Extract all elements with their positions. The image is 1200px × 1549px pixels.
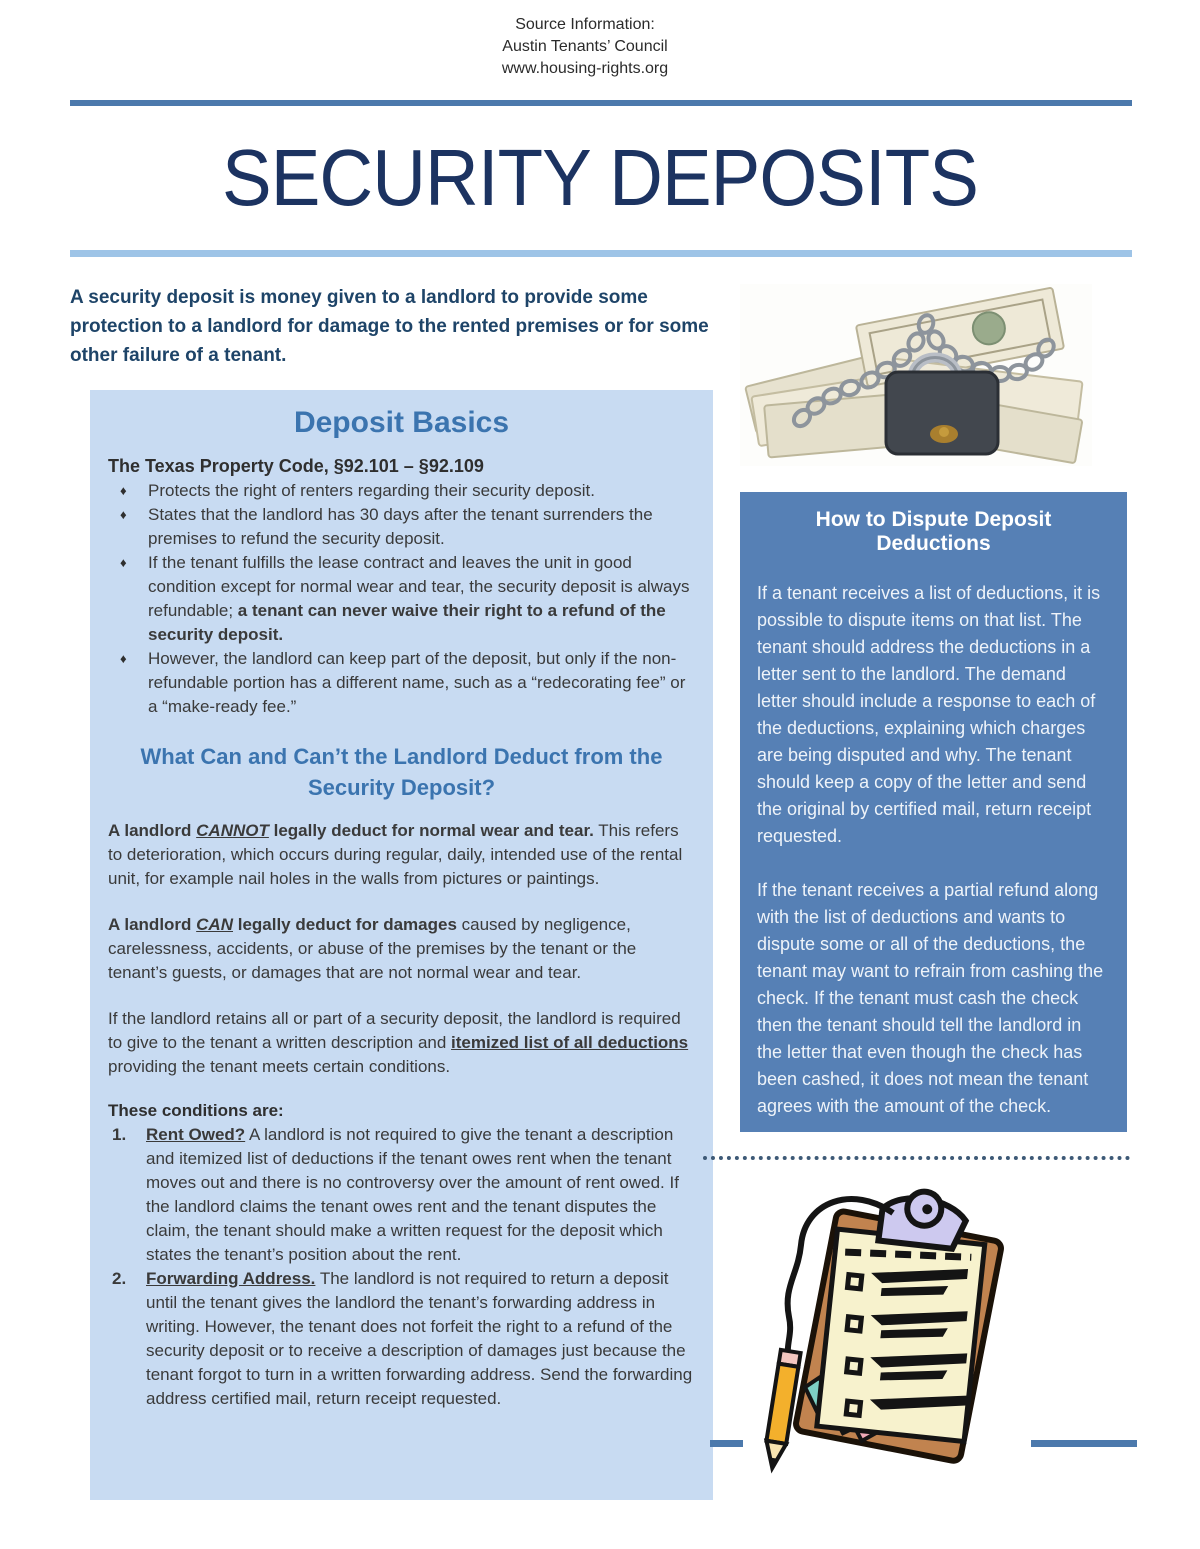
checklist-paper xyxy=(817,1229,985,1441)
can-lead: A landlord xyxy=(108,915,197,934)
can-rest: caused by negligence, carelessness, accidents, or abuse of the premises by the tenant or the tenant’s guests, or damages that are not normal wear and tear. xyxy=(108,915,637,982)
dispute-paragraph-1: If a tenant receives a list of deductions, it is possible to dispute items on that list. The tenant should address the deductions in a letter sent to the landlord. The demand letter should include a response to each of the deductions, explaining which charges are being disputed and why. The tenant should keep a copy of the letter and send the original by certified mail, return receipt requested. xyxy=(757,583,1101,846)
deposit-basics-heading: Deposit Basics xyxy=(293,406,510,439)
bullet-text-bold: a tenant can never waive their right to a refund of the security deposit. xyxy=(148,601,666,644)
condition-text: The landlord is not required to return a deposit until the tenant gives the landlord the tenant’s forwarding address in writing. However, the tenant does not forfeit the right to a refund of the security deposit or to receive a description of damages just because the tenant forgot to turn in a written forwarding address. Send the forwarding address certified mail, return receipt requested. xyxy=(146,1269,693,1408)
can-term: CAN xyxy=(196,915,233,934)
condition-number: 2. xyxy=(112,1269,127,1288)
itemized-part1: If the landlord retains all or part of a security deposit, the landlord is required to give to the tenant a written description and xyxy=(108,1009,681,1052)
itemized-part2: providing the tenant meets certain conditions. xyxy=(108,1057,451,1076)
dispute-paragraph-2: If the tenant receives a partial refund along with the list of deductions and wants to dispute some or all of the deductions, the tenant may want to refrain from cashing the check. If the tenant must cash the check then the tenant should tell the landlord in the letter that even though the check has been cashed, it does not mean the tenant agrees with the amount of the check. xyxy=(757,880,1104,1116)
bullet-text-normal: If the tenant fulfills the lease contract and leaves the unit in good condition except for normal wear and tear, the security deposit is always refundable; xyxy=(148,553,690,620)
page-title: SECURITY DEPOSITS xyxy=(222,133,978,222)
bullet-item xyxy=(108,503,695,551)
title-divider xyxy=(70,250,1132,257)
cannot-rest: This refers to deterioration, which occurs during regular, daily, intended use of the rental unit, for example nail holes in the walls from pictures or paintings. xyxy=(108,821,683,888)
dispute-box-heading: How to Dispute Deposit Deductions xyxy=(815,508,1052,555)
condition-body xyxy=(146,1267,695,1411)
deposit-basics-panel xyxy=(90,390,713,1500)
conditions-label: These conditions are: xyxy=(108,1101,284,1120)
cannot-paragraph xyxy=(108,819,695,891)
cannot-lead: A landlord xyxy=(108,821,197,840)
checklist-clipboard-image xyxy=(743,1183,1031,1479)
padlock-icon xyxy=(886,358,998,455)
itemized-underlined: itemized list of all deductions xyxy=(451,1033,689,1052)
cannot-lead2: legally deduct for normal wear and tear. xyxy=(268,821,594,840)
condition-item xyxy=(108,1267,695,1411)
condition-body xyxy=(146,1123,695,1267)
source-label: Source Information: xyxy=(515,16,655,33)
cannot-term: CANNOT xyxy=(196,821,269,840)
pencil-icon xyxy=(762,1350,800,1470)
diamond-bullet-icon: ♦ xyxy=(120,651,127,666)
org-url: www.housing-rights.org xyxy=(501,60,669,77)
condition-number: 1. xyxy=(112,1125,127,1144)
bullet-text xyxy=(148,551,695,647)
bullet-text: Protects the right of renters regarding their security deposit. xyxy=(148,481,595,500)
bullet-item xyxy=(108,479,695,503)
intro-paragraph: A security deposit is money given to a landlord to provide some protection to a landlord for damage to the rented premises or for some other failure of a tenant. xyxy=(70,287,709,366)
chained-money-photo xyxy=(740,284,1092,466)
deduct-subheading: What Can and Can’t the Landlord Deduct from the Security Deposit? xyxy=(140,744,663,800)
diamond-bullet-icon: ♦ xyxy=(120,483,127,498)
dotted-divider xyxy=(703,1156,1130,1160)
dispute-box xyxy=(740,492,1127,1132)
money-lock-illustration xyxy=(740,284,1092,466)
condition-lead: Rent Owed? xyxy=(146,1125,246,1144)
can-paragraph xyxy=(108,913,695,985)
property-code-heading: The Texas Property Code, §92.101 – §92.109 xyxy=(108,456,484,476)
bullet-text: States that the landlord has 30 days after the tenant surrenders the premises to refund the security deposit. xyxy=(148,505,653,548)
itemized-paragraph xyxy=(108,1007,695,1079)
bullet-text: However, the landlord can keep part of the deposit, but only if the non-refundable portion has a different name, such as a “redecorating fee” or a “make-ready fee.” xyxy=(148,649,686,716)
can-lead2: legally deduct for damages xyxy=(233,915,457,934)
bullet-item xyxy=(108,551,695,647)
condition-text: A landlord is not required to give the tenant a description and itemized list of deductions if the tenant owes rent when the tenant moves out and there is no controversy over the amount of rent owed. If the landlord claims the tenant owes rent and the tenant disputes the claim, the tenant should make a written request for the deposit which states the tenant’s position about the rent. xyxy=(146,1125,679,1264)
org-name: Austin Tenants’ Council xyxy=(502,38,668,55)
diamond-bullet-icon: ♦ xyxy=(120,507,127,522)
condition-item xyxy=(108,1123,695,1267)
clipboard-illustration xyxy=(743,1183,1031,1479)
clipboard-board xyxy=(795,1183,1010,1462)
bullet-item xyxy=(108,647,695,719)
source-info-block xyxy=(0,14,1170,80)
diamond-bullet-icon: ♦ xyxy=(120,555,127,570)
top-divider xyxy=(70,100,1132,106)
condition-lead: Forwarding Address. xyxy=(146,1269,316,1288)
